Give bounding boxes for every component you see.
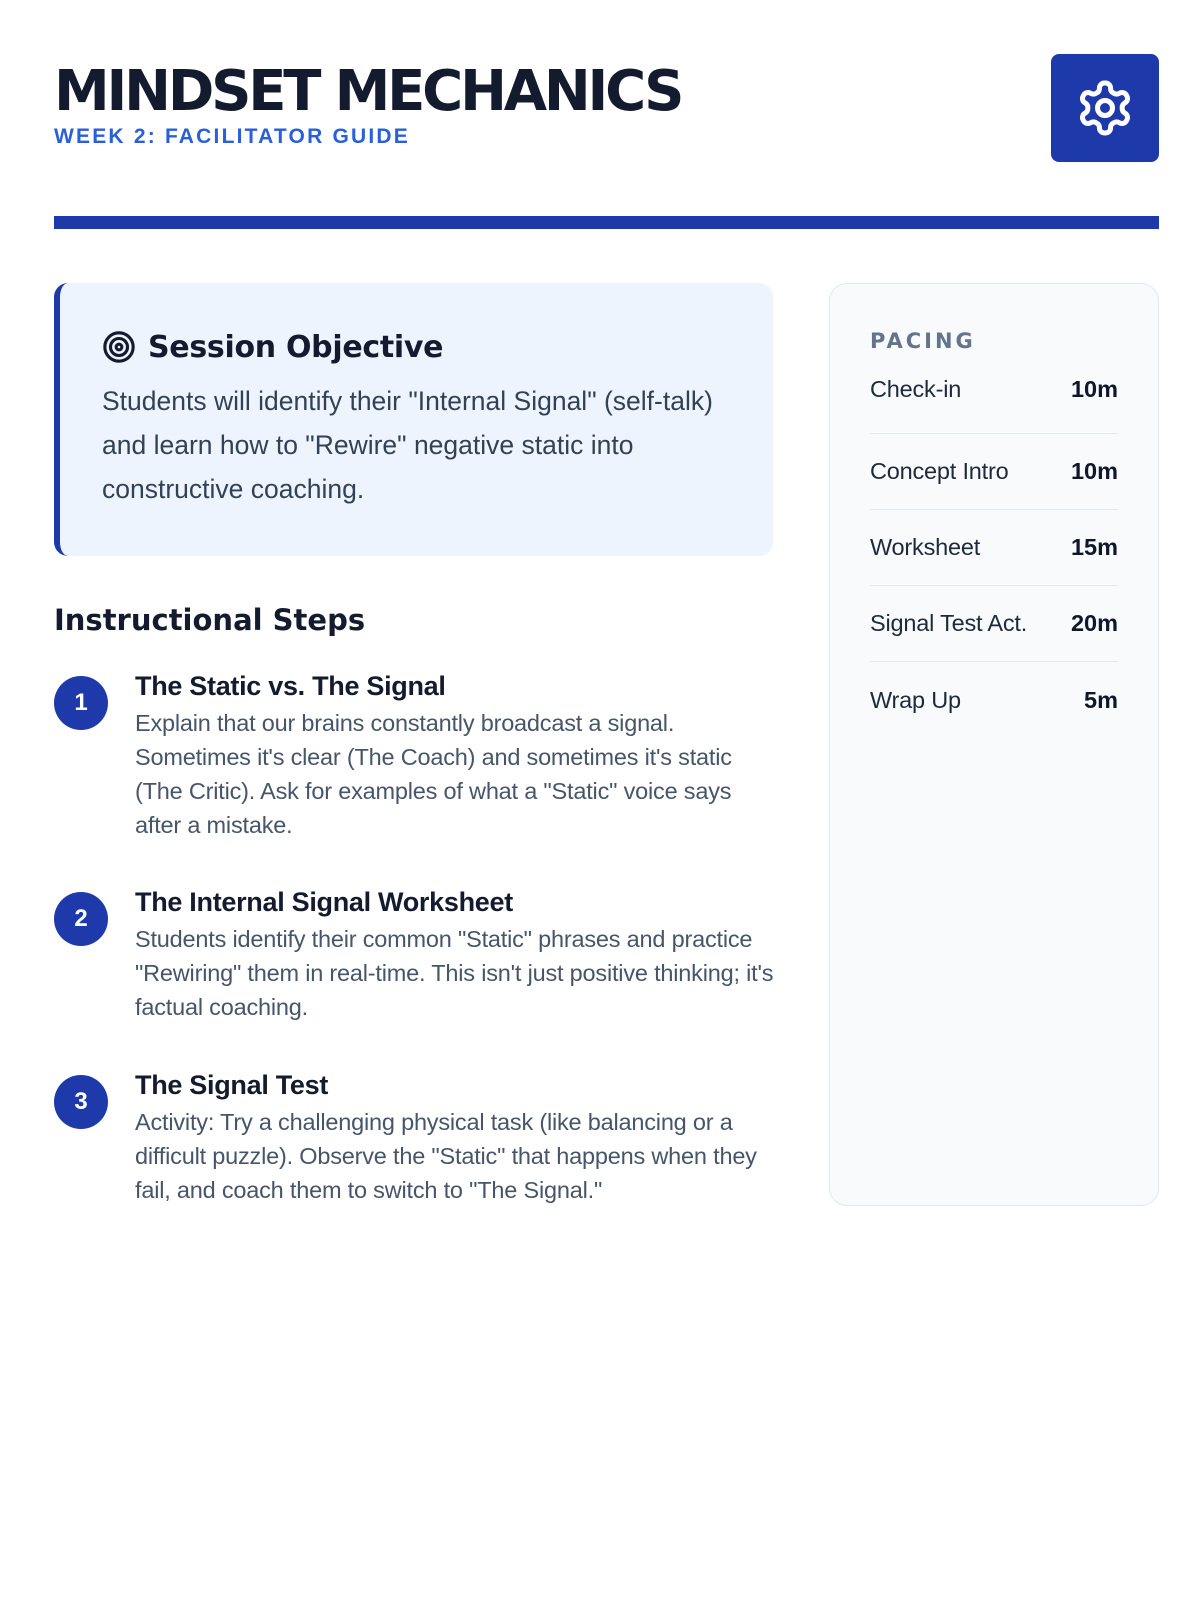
gear-icon xyxy=(1075,78,1135,138)
step-body xyxy=(135,884,780,1024)
steps-heading: Instructional Steps xyxy=(54,603,366,637)
logo-badge xyxy=(1051,54,1159,162)
pacing-time: 15m xyxy=(1070,534,1118,560)
pacing-row xyxy=(870,510,1118,586)
objective-title: Session Objective xyxy=(148,329,444,365)
page-subtitle: WEEK 2: FACILITATOR GUIDE xyxy=(54,125,411,148)
objective-header xyxy=(102,329,733,365)
header-divider xyxy=(54,216,1159,229)
header xyxy=(54,54,1159,162)
step-body xyxy=(135,1067,780,1207)
pacing-label: Worksheet xyxy=(870,534,981,560)
facilitator-guide-page xyxy=(54,0,1159,1600)
pacing-time: 5m xyxy=(1084,686,1118,713)
session-objective-card xyxy=(54,283,773,556)
pacing-card xyxy=(829,283,1159,1206)
step-number-badge: 2 xyxy=(54,892,108,946)
pacing-title: PACING xyxy=(870,329,976,353)
pacing-row xyxy=(870,662,1118,738)
step-title: The Internal Signal Worksheet xyxy=(135,887,513,917)
step-number-badge: 1 xyxy=(54,676,108,730)
step-description: Activity: Try a challenging physical task (like balancing or a difficult puzzle). Observe the "Static" that happens when they fail, and coach them to switch to "The Signal." xyxy=(135,1109,757,1203)
pacing-row xyxy=(870,434,1118,510)
pacing-time: 10m xyxy=(1070,458,1118,484)
pacing-label: Signal Test Act. xyxy=(870,610,1028,636)
objective-text: Students will identify their "Internal Signal" (self-talk) and learn how to "Rewire" negative static into constructive coaching. xyxy=(102,386,713,504)
step-body xyxy=(135,668,780,842)
pacing-label: Concept Intro xyxy=(870,458,1009,484)
step-title: The Static vs. The Signal xyxy=(135,671,446,701)
pacing-list xyxy=(870,376,1118,738)
step-number-badge: 3 xyxy=(54,1075,108,1129)
step-description: Students identify their common "Static" phrases and practice "Rewiring" them in real-time. This isn't just positive thinking; it's factual coaching. xyxy=(135,926,774,1020)
step-description: Explain that our brains constantly broadcast a signal. Sometimes it's clear (The Coach) and sometimes it's static (The Critic). Ask for examples of what a "Static" voice says after a mistake. xyxy=(135,710,732,838)
pacing-time: 10m xyxy=(1070,376,1118,402)
pacing-row xyxy=(870,586,1118,662)
pacing-label: Check-in xyxy=(870,376,962,402)
pacing-row xyxy=(870,376,1118,434)
target-icon xyxy=(102,330,136,364)
pacing-time: 20m xyxy=(1070,610,1118,636)
pacing-label: Wrap Up xyxy=(870,686,961,713)
page-title: MINDSET MECHANICS xyxy=(54,59,682,124)
step-title: The Signal Test xyxy=(135,1070,329,1100)
